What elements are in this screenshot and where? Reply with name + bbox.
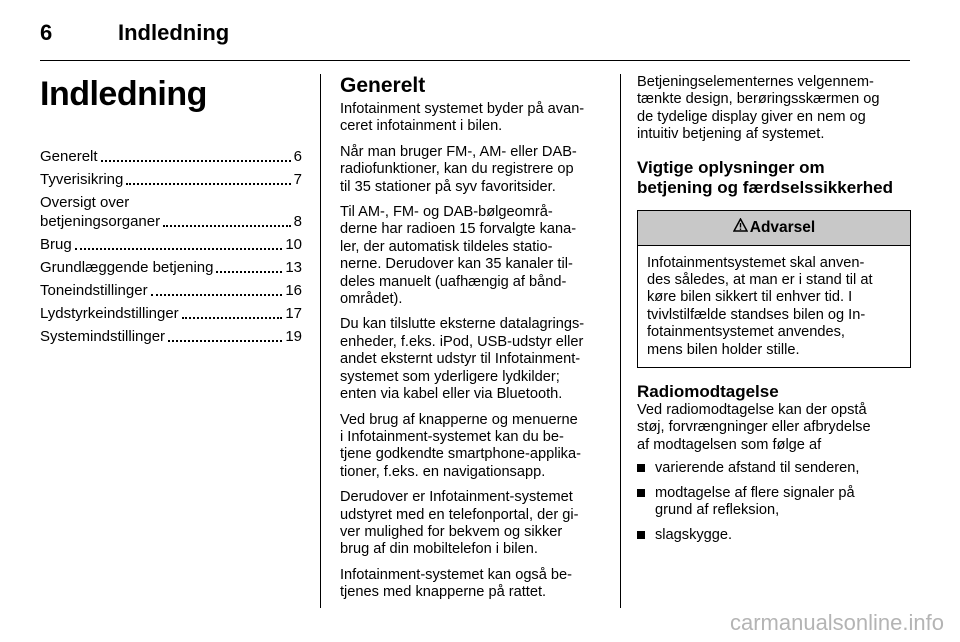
paragraph: Når man bruger FM-, AM- eller DAB- radiofunktioner, kan du registrere op til 35 stationer på syv favoritsider. [340,143,577,195]
page-number: 6 [40,20,53,45]
toc-entry-grundlaeggende[interactable] [40,258,302,277]
toc-page: 16 [285,282,302,299]
column-divider-left [320,74,321,608]
toc-leader [163,225,291,227]
toc-label: Brug [40,236,72,253]
toc-label: Oversigt over betjeningsorganer [40,194,161,230]
bullet-icon [637,531,645,539]
general-column [340,74,605,610]
toc-leader [168,340,282,342]
warning-triangle-icon [733,211,748,245]
toc-label: Systemindstillinger [40,328,166,345]
paragraph: Til AM-, FM- og DAB-bølgeområ- derne har radioen 15 forvalgte kana- ler, der automatisk tildeles statio- nerne. Derudover kan 35 kanaler til- deles manuelt (uafhængig af bånd- området). [340,204,577,308]
section-heading-safety: Vigtige oplysninger om betjening og færdselssikkerhed [637,157,894,197]
toc-leader [126,183,290,185]
toc-label: Grundlæggende betjening [40,259,214,276]
bullet-list [637,460,912,544]
paragraph: Du kan tilslutte eksterne datalagrings- enheder, f.eks. iPod, USB-udstyr eller andet eksternt udstyr til Infotainment- systemet som yderligere lydkilder; enten via kabel eller via Bluetooth. [340,316,585,403]
toc-leader [151,294,283,296]
toc-entry-brug[interactable] [40,235,302,254]
toc-label: Toneindstillinger [40,282,148,299]
intro-paragraph: Betjeningselementernes velgennem- tænkte design, berøringsskærmen og de tydelige display giver en nem og intuitiv betjening af systemet. [637,74,880,143]
toc-entry-systemindstillinger[interactable] [40,327,302,346]
chapter-title: Indledning [40,75,207,113]
section-heading-radio: Radiomodtagelse [637,382,779,402]
toc-page: 7 [293,171,302,188]
toc-leader [75,248,283,250]
toc-label: Tyverisikring [40,171,124,188]
watermark: carmanualsonline.info [729,610,944,635]
column-divider-right [620,74,621,608]
toc-leader [216,271,282,273]
warning-box [637,210,911,368]
warning-title: Advarsel [749,218,816,236]
toc-entry-lydstyrke[interactable] [40,304,302,323]
toc-label: Generelt [40,148,98,165]
toc-entry-tyverisikring[interactable] [40,170,302,189]
toc-page: 17 [285,305,302,322]
paragraph: Infotainment systemet byder på avan- ceret infotainment i bilen. [340,101,585,135]
list-item [637,527,912,544]
paragraph: Ved brug af knapperne og menuerne i Infotainment-systemet kan du be- tjene godkendte smartphone-applika- tioner, f.eks. en navigationsapp. [340,411,581,480]
header-rule [40,60,910,61]
toc-leader [101,160,291,162]
toc-page: 8 [293,213,302,230]
section-heading-generelt: Generelt [340,74,426,97]
toc-page: 13 [285,259,302,276]
toc-entry-oversigt[interactable] [40,193,302,231]
bullet-icon [637,489,645,497]
list-item [637,485,912,520]
safety-column [637,74,912,551]
toc-page: 10 [285,236,302,253]
bullet-icon [637,464,645,472]
toc-column [40,74,302,350]
running-title: Indledning [118,20,230,45]
radio-intro: Ved radiomodtagelse kan der opstå støj, forvrængninger eller afbrydelse af modtagelsen som følge af [637,402,871,453]
toc-page: 6 [293,148,302,165]
table-of-contents [40,147,302,346]
warning-text: Infotainmentsystemet skal anven- des således, at man er i stand til at køre bilen sikkert til enhver tid. I tvivlstilfælde standses bilen og In- fotainmentsystemet anvendes, mens bilen holder stille. [647,254,873,358]
toc-entry-generelt[interactable] [40,147,302,166]
paragraph: Infotainment-systemet kan også be- tjenes med knapperne på rattet. [340,566,572,601]
toc-label: Lydstyrkeindstillinger [40,305,179,322]
toc-page: 19 [285,328,302,345]
list-item [637,460,912,477]
toc-leader [182,317,283,319]
list-item-text: varierende afstand til senderen, [655,460,860,477]
toc-entry-toneindstillinger[interactable] [40,281,302,300]
list-item-text: slagskygge. [655,526,733,543]
paragraph: Derudover er Infotainment-systemet udstyret med en telefonportal, der gi- ver mulighed for bekvem og sikker brug af din mobiltelefon i bilen. [340,489,579,558]
warning-header [638,211,910,246]
list-item-text: modtagelse af flere signaler på grund af refleksion, [655,484,855,519]
